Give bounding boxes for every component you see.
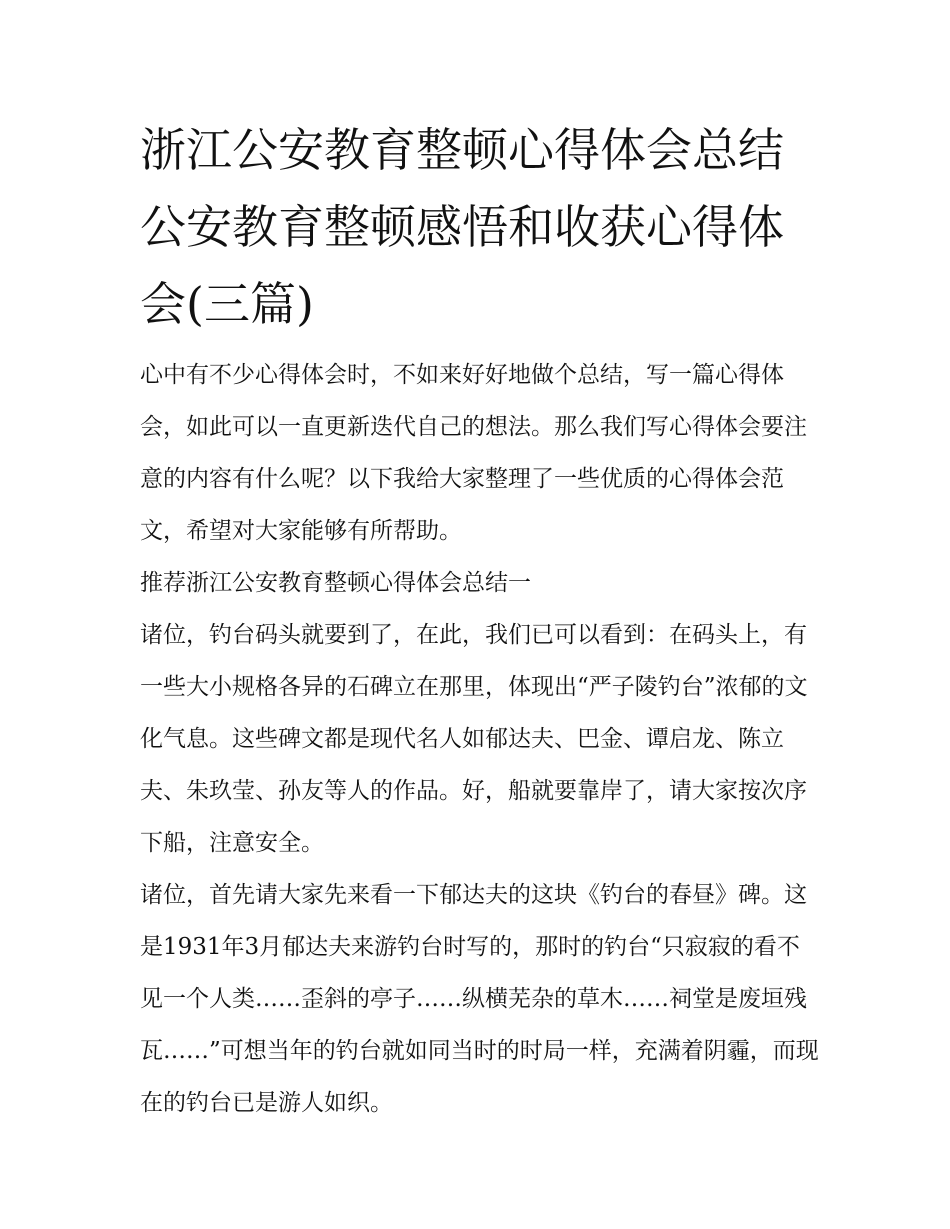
document-title: 浙江公安教育整顿心得体会总结 公安教育整顿感悟和收获心得体会(三篇) (140, 123, 784, 331)
intro-paragraph: 心中有不少心得体会时，不如来好好地做个总结，写一篇心得体会，如此可以一直更新迭代自己的想法。那么我们写心得体会要注意的内容有什么呢？以下我给大家整理了一些优质的心得体会范文，希望对大家能够有所帮助。 (140, 362, 807, 544)
section-heading: 推荐浙江公安教育整顿心得体会总结一 (140, 570, 531, 596)
body-paragraph-stele: 诸位，首先请大家先来看一下郁达夫的这块《钓台的春昼》碑。这是1931年3月郁达夫来游钓台时写的，那时的钓台“只寂寂的看不见一个人类……歪斜的亭子……纵横芜杂的草木……祠堂是废垣残瓦……”可想当年的钓台就如同当时的时局一样，充满着阴霾，而现在的钓台已是游人如织。 (140, 882, 819, 1116)
body-paragraph-dock: 诸位，钓台码头就要到了，在此，我们已可以看到：在码头上，有一些大小规格各异的石碑立在那里，体现出“严子陵钓台”浓郁的文化气息。这些碑文都是现代名人如郁达夫、巴金、谭启龙、陈立夫、朱玖莹、孙友等人的作品。好，船就要靠岸了，请大家按次序下船，注意安全。 (140, 622, 808, 856)
document-content (140, 112, 820, 1129)
